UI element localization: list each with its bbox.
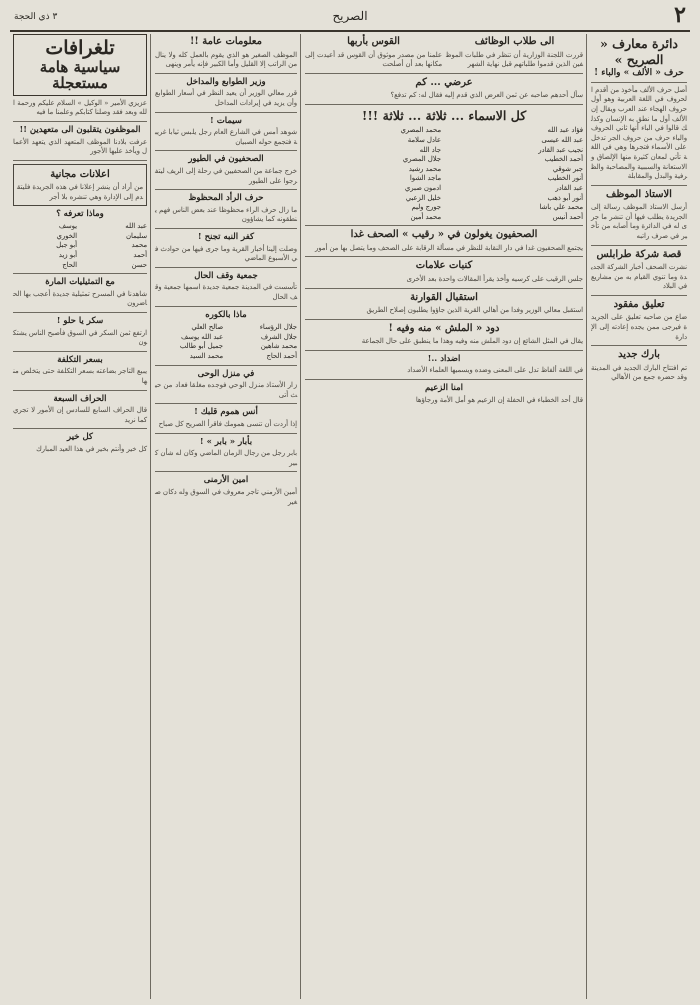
article-body: شوهد أمس في الشارع العام رجل يلبس ثيابا غريبة فتجمع حوله الصبيان [155,128,297,146]
article-headline: جمعية وقف الحال [194,270,258,281]
page-header [10,2,690,32]
list-item: سليمان [126,231,147,240]
list-item: أحمد الحاج [266,351,297,360]
names-list [13,222,147,270]
article-body: ضاع من صاحبه تعليق على الجريدة فيرجى ممن يجده إعادته إلى الإدارة [591,313,687,341]
article-body: من أراد أن ينشر إعلانا في هذه الجريدة فليتقدم إلى الإدارة وهي تنشره بلا أجر [17,183,143,201]
list-item: أنور الخطيب [547,174,583,183]
article-headline: الصحفيون يغولون في « رقيب » الصحف غدا [350,229,538,241]
names-list [155,323,297,361]
article-headline: في منزل الوحى [197,368,255,379]
list-item: محمد علي باشا [539,203,583,212]
list-item: الحاج [62,260,77,269]
ornate-headline [13,34,147,96]
article-headline: بارك جديد [618,349,660,361]
column-left [10,34,150,999]
article-body: وصلت إلينا أخبار القرية وما جرى فيها من حوادث في الأسبوع الماضي [155,244,297,263]
article-body: يبيع التاجر بضاعته بسعر التكلفة حتى يتخلص منها [13,367,147,386]
article-headline: امين الأرمنى [203,475,249,486]
list-item: جورج وليم [411,203,441,212]
column-right [588,34,690,999]
column-2 [302,34,586,999]
list-item: نجيب عبد القادر [538,145,583,154]
article-headline: عرضي ... كم [415,76,473,88]
article-headline: استقبال القوارنة [410,291,478,303]
article-body: قال الحراف السابع للسادس إن الأمور لا تجري كما نريد [13,406,147,424]
article-body: خرج جماعة من الصحفيين في رحلة إلى الريف ليتفرجوا على الطيور [155,166,297,185]
column-rule [300,34,301,999]
column-rule [586,34,587,999]
article-body: يجتمع الصحفيون غدا في دار النقابة للنظر في مسألة الرقابة على الصحف وما يتصل بها من أمور [315,243,583,252]
article-headline: اعلانات مجانية [50,168,110,180]
article [446,34,583,70]
list-item: محمد شاهين [260,342,297,351]
article-headline: بسعر التكلفة [57,354,103,365]
article-headline: معلومات عامة !! [190,36,262,47]
article-body: كل خير وأنتم بخير في هذا العيد المبارك [36,445,147,454]
article-body: إذا أردت أن تنسى همومك فاقرأ الصريح كل صباح [158,420,297,428]
article-body: أصل حرف الألف مأخوذ من أقدم الحروف في اللغة العربية وهو أول حروف الهجاء عند العرب ويقال إن الألف أول ما نطق به الإنسان وكذلك قالوا في الباء أنها ثاني الحروف والباء حرف من حروف الجر تدخل على الأسماء فتجرها وهي في اللغة تأتي لمعان كثيرة منها الإلصاق والاستعانة والسببية والمصاحبة والظرفية والبدل والمقابلة [591,85,687,181]
list-item: جلال الشرف [260,332,297,341]
article-body: نشرت الصحف أخبار الشركة الجديدة وما تنوي القيام به من مشاريع في البلاد [591,263,687,291]
article-body: زار الأستاذ منزل الوحي فوجده مغلقا فعاد من حيث أتى [155,381,297,399]
article-body: قرر معالي الوزير أن يعيد النظر في أسعار الطوابع وأن يزيد في إيرادات المداخل [155,89,297,107]
column-3 [152,34,300,999]
article-body: الموظف الصغير هو الذي يقوم بالعمل كله ولا ينال من الراتب إلا القليل وأما الكبير فإنه يأمر وينهى [155,50,297,69]
article-body: بابر رجل من رجال الزمان الماضي وكان له شأن كبير [155,449,297,467]
list-item: الخوري [56,231,77,240]
list-item: عبد القادر [555,183,583,192]
list-item: محمد [131,241,147,250]
article-headline: دود « الملش » منه وفيه ! [388,322,500,334]
list-item: صالح العلي [191,323,223,332]
article-headline: الاستاذ الموظف [606,188,672,200]
article-headline: دائرة معارف « الصريح » [599,36,678,67]
article-headline: قصة شركة طرابلس [596,248,682,260]
article-body: عرفت بلادنا الموظف المتعهد الذي يتعهد الأعمال ويأخذ عليها الأجور [13,137,147,156]
list-item: فؤاد عبد الله [547,126,583,135]
column-rule [150,34,151,999]
article-headline: أنس هموم قلبك ! [194,407,258,418]
article-body: قررت اللجنة الوزارية أن تنظر في طلبات الموظفين الذين قدموا طلباتهم قبل نهاية الشهر [446,50,583,69]
list-item: خليل الزعبي [405,193,441,202]
list-item: محمد أمين [410,212,441,221]
article-headline: سكر يا حلو ! [56,315,104,326]
list-item: محمد السيد [189,351,223,360]
article-headline: وماذا تعرفه ؟ [56,208,104,219]
article-headline: الموظفون يتقلبون الى متعهدين !! [19,125,141,136]
list-item: أحمد أنيس [552,212,583,221]
article-headline: كل الاسماء ... ثلاثة ... ثلاثة !!! [361,107,527,123]
article-headline: وزير الطوابع والمداخل [186,76,266,87]
article-body: علمنا من مصدر موثوق أن القوس قد أعيدت إلى مكانها بعد أن أصلحت [305,50,442,69]
article-headline: كل خير [67,432,93,443]
names-list [305,126,583,222]
list-item: أنور أبو ذهب [547,193,583,202]
list-item: جاد الله [419,145,441,154]
article-body: تم افتتاح البارك الجديد في المدينة وقد حضره جمع من الأهالي [591,363,687,382]
article-headline: كفر النبه تجنح ! [197,231,255,242]
article-body: في اللغة ألفاظ تدل على المعنى وضده ويسميها العلماء الأضداد [407,366,583,375]
list-item: أبو زيد [58,250,77,259]
article-body: استقبل معالي الوزير وفدا من أهالي القرية الذين جاؤوا يطلبون إصلاح الطريق [366,306,583,315]
article [305,34,442,70]
list-item: محمد المصري [400,126,441,135]
article-headline: مع التمثيليات المارة [45,277,115,288]
article-body: جلس الرقيب على كرسيه وأخذ يقرأ المقالات واحدة بعد الأخرى [406,274,583,283]
list-item: جميل أبو طالب [179,342,223,351]
issue-date: ٣ ذي الحجة [14,12,58,22]
list-item: ادمون صبري [404,183,441,192]
article-headline: القوس بأربها [347,36,400,47]
article-headline: كنبات علامات [415,260,473,272]
article-body: ارتفع ثمن السكر في السوق فأصبح الناس يشتكون [13,328,147,347]
list-item: عبد الله عيسى [541,136,583,144]
list-item: جبر شوقي [552,164,583,173]
article-body: سأل أحدهم صاحبه عن ثمن العرض الذي قدم إليه فقال له: كم تدفع؟ [390,91,583,100]
list-item: عادل سلامة [407,136,441,144]
list-item: حسن [131,260,147,269]
list-item: عبد الله [125,222,147,231]
article-body: أرسل الاستاذ الموظف رسالة إلى الجريدة يطلب فيها أن تنشر ما جرى له في الدائرة وما أصابه من تأخير في صرف راتبه [591,203,687,241]
list-item: أبو جبل [56,241,77,250]
article-headline: تعليق مفقود [613,298,665,310]
article-headline: سيمات ! [210,115,242,126]
list-item: ماجد الشوا [409,174,441,183]
article-headline: ماذا بالكوره [205,309,247,320]
list-item: جلال المصري [402,155,441,164]
article-body: عزيزي الأمير « الوكيل » السلام عليكم ورحمة الله وبعد فقد وصلنا كتابكم وعلمنا ما فيه [13,98,147,117]
article-deck: سياسية هامة مستعجلة [39,57,121,93]
article-body: تأسست في المدينة جمعية جديدة اسمها جمعية وقف الحال [155,283,297,301]
article-headline: حرف الرأد المحظوظ [188,193,264,204]
article-body: قال أحد الخطباء في الحفلة إن الزعيم هو أمل الأمة ورجاؤها [415,395,583,404]
article-body: ما زال حرف الراء محظوظا عند بعض الناس فهم ينطقونه كما يشاؤون [155,205,297,224]
ads-box [13,164,147,206]
page-number: ٢ [674,2,686,28]
list-item: يوسف [58,222,77,231]
list-item: أحمد الخطيب [544,155,583,164]
article-headline: امنا الزعيم [425,382,463,393]
list-item: محمد رشيد [408,164,441,173]
article-body: شاهدنا في المسرح تمثيلية جديدة أعجب بها الحاضرون [13,289,147,308]
article-headline: تلغرافات [45,37,115,59]
article-headline: الصحفيون في الطيور [188,154,264,165]
list-item: أحمد [133,250,147,259]
article-headline: الى طلاب الوظائف [474,36,555,47]
article-headline: الحراف السبعة [53,393,107,404]
article-deck: حرف « الألف » والباء ! [594,68,684,79]
list-item: جلال الرؤساء [259,323,297,332]
paper-name: الصريح [332,9,368,23]
article-body: أمين الأرمني تاجر معروف في السوق وله دكان صغير [155,488,297,506]
list-item: عبد الله يوسف [181,332,223,341]
article-body: يقال في المثل الشائع إن دود الملش منه وفيه وهذا ما ينطبق على حال الجماعة [361,337,583,346]
article-headline: اضداد ..! [427,353,461,364]
article-headline: بأبار « بابر » ! [199,436,253,447]
